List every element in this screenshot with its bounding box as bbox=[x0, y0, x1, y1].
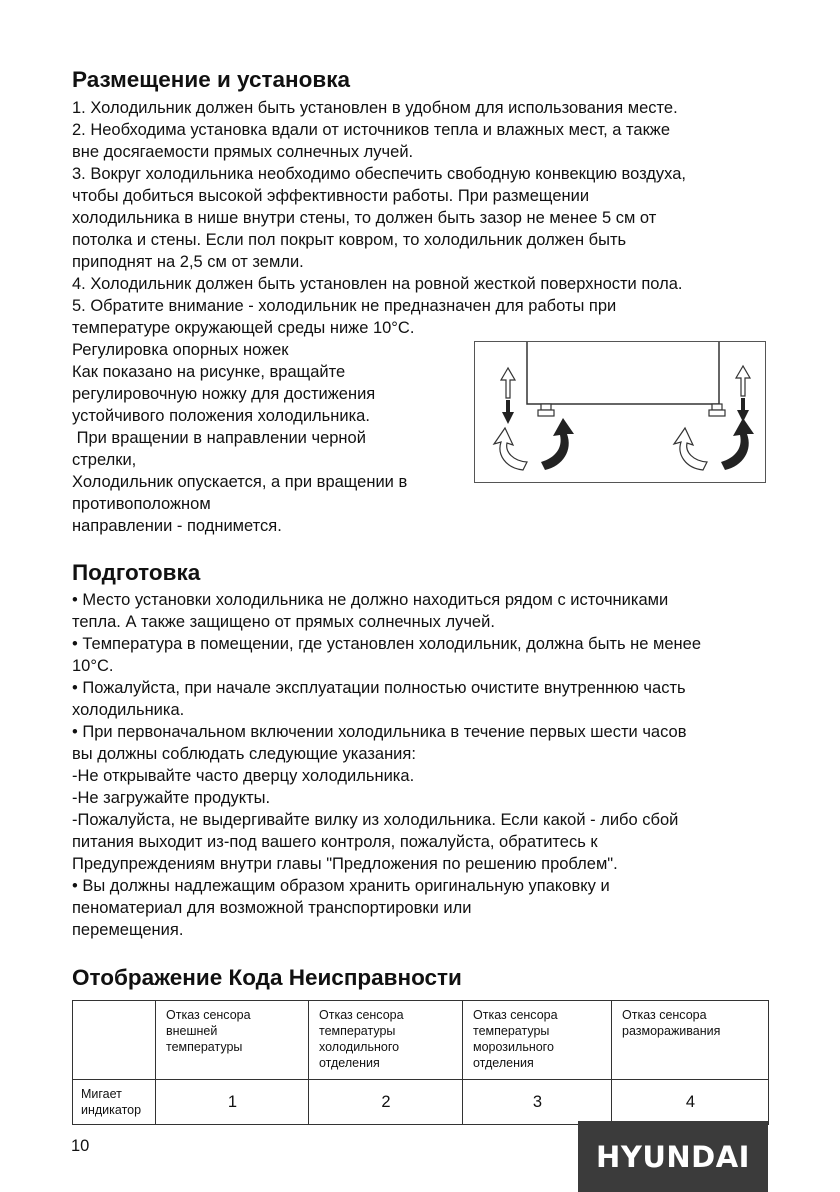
text-line: 2. Необходима установка вдали от источников тепла и влажных мест, а также bbox=[72, 121, 670, 139]
brand-logo bbox=[578, 1121, 768, 1192]
text-line: 1. Холодильник должен быть установлен в удобном для использования месте. bbox=[72, 99, 678, 117]
left-foot-icon bbox=[538, 404, 554, 416]
text-line: вне досягаемости прямых солнечных лучей. bbox=[72, 143, 414, 161]
table-cell: 3 bbox=[463, 1080, 612, 1125]
text-line: стрелки, bbox=[72, 451, 137, 469]
table-cell: 1 bbox=[156, 1080, 309, 1125]
page-number: 10 bbox=[71, 1137, 90, 1155]
text-line: потолка и стены. Если пол покрыт ковром, то холодильник должен быть bbox=[72, 231, 627, 249]
preparation-instructions bbox=[72, 589, 772, 941]
leg-adjustment-block bbox=[72, 339, 772, 537]
brand-name: HYUNDAI bbox=[596, 1139, 750, 1174]
text-line: Предупреждениям внутри главы "Предложения по решению проблем". bbox=[72, 855, 618, 873]
text-line: 3. Вокруг холодильника необходимо обеспечить свободную конвекцию воздуха, bbox=[72, 165, 687, 183]
text-line: перемещения. bbox=[72, 921, 184, 939]
text-line: противоположном bbox=[72, 495, 211, 513]
text-line: тепла. А также защищено от прямых солнечных лучей. bbox=[72, 613, 495, 631]
page-content bbox=[72, 64, 772, 1125]
text-line: 4. Холодильник должен быть установлен на ровной жесткой поверхности пола. bbox=[72, 275, 683, 293]
text-line: температуре окружающей среды ниже 10°С. bbox=[72, 319, 415, 337]
table-corner-cell bbox=[73, 1001, 156, 1080]
text-line: Холодильник опускается, а при вращении в bbox=[72, 473, 408, 491]
placement-instructions bbox=[72, 97, 772, 339]
text-line: вы должны соблюдать следующие указания: bbox=[72, 745, 416, 763]
text-line: • Температура в помещении, где установлен холодильник, должна быть не менее bbox=[72, 635, 702, 653]
table-row bbox=[73, 1080, 769, 1125]
text-line: питания выходит из-под вашего контроля, пожалуйста, обратитесь к bbox=[72, 833, 598, 851]
table-cell: 4 bbox=[612, 1080, 769, 1125]
rotate-arrows-left-icon bbox=[494, 418, 574, 470]
table-header-row bbox=[73, 1001, 769, 1080]
text-line: 5. Обратите внимание - холодильник не предназначен для работы при bbox=[72, 297, 617, 315]
text-line: -Не загружайте продукты. bbox=[72, 789, 271, 807]
table-header-cell: Отказ сенсора температуры холодильного отделения bbox=[309, 1001, 463, 1080]
text-line: Регулировка опорных ножек bbox=[72, 341, 289, 359]
text-line: пеноматериал для возможной транспортировки или bbox=[72, 899, 472, 917]
text-line: -Пожалуйста, не выдергивайте вилку из холодильника. Если какой - либо сбой bbox=[72, 811, 679, 829]
text-line: • Пожалуйста, при начале эксплуатации полностью очистите внутреннюю часть bbox=[72, 679, 686, 697]
text-line: чтобы добиться высокой эффективности работы. При размещении bbox=[72, 187, 590, 205]
text-line: • Вы должны надлежащим образом хранить оригинальную упаковку и bbox=[72, 877, 610, 895]
text-line: При вращении в направлении черной bbox=[72, 429, 366, 447]
text-line: регулировочную ножку для достижения bbox=[72, 385, 376, 403]
text-line: -Не открывайте часто дверцу холодильника. bbox=[72, 767, 415, 785]
error-code-table bbox=[72, 1000, 769, 1125]
text-line: направлении - поднимется. bbox=[72, 517, 282, 535]
text-line: • При первоначальном включении холодильника в течение первых шести часов bbox=[72, 723, 687, 741]
leg-adjustment-text bbox=[72, 339, 462, 537]
text-line: устойчивого положения холодильника. bbox=[72, 407, 370, 425]
text-line: холодильника в нише внутри стены, то должен быть зазор не менее 5 см от bbox=[72, 209, 657, 227]
table-cell: 2 bbox=[309, 1080, 463, 1125]
table-row-label: Мигает индикатор bbox=[73, 1080, 156, 1125]
up-down-arrows-right-icon bbox=[736, 366, 750, 422]
section-title-placement: Размещение и установка bbox=[72, 67, 350, 92]
text-line: Как показано на рисунке, вращайте bbox=[72, 363, 346, 381]
table-header-cell: Отказ сенсора размораживания bbox=[612, 1001, 769, 1080]
up-down-arrows-left-icon bbox=[501, 368, 515, 424]
leg-adjustment-figure bbox=[474, 341, 766, 483]
table-header-cell: Отказ сенсора температуры морозильного отделения bbox=[463, 1001, 612, 1080]
rotate-arrows-right-icon bbox=[674, 418, 754, 470]
table-header-cell: Отказ сенсора внешней температуры bbox=[156, 1001, 309, 1080]
text-line: 10°С. bbox=[72, 657, 114, 675]
section-title-error-codes: Отображение Кода Неисправности bbox=[72, 965, 462, 990]
text-line: холодильника. bbox=[72, 701, 185, 719]
text-line: • Место установки холодильника не должно находиться рядом с источниками bbox=[72, 591, 669, 609]
right-foot-icon bbox=[709, 404, 725, 416]
section-title-preparation: Подготовка bbox=[72, 560, 201, 585]
text-line: приподнят на 2,5 см от земли. bbox=[72, 253, 304, 271]
